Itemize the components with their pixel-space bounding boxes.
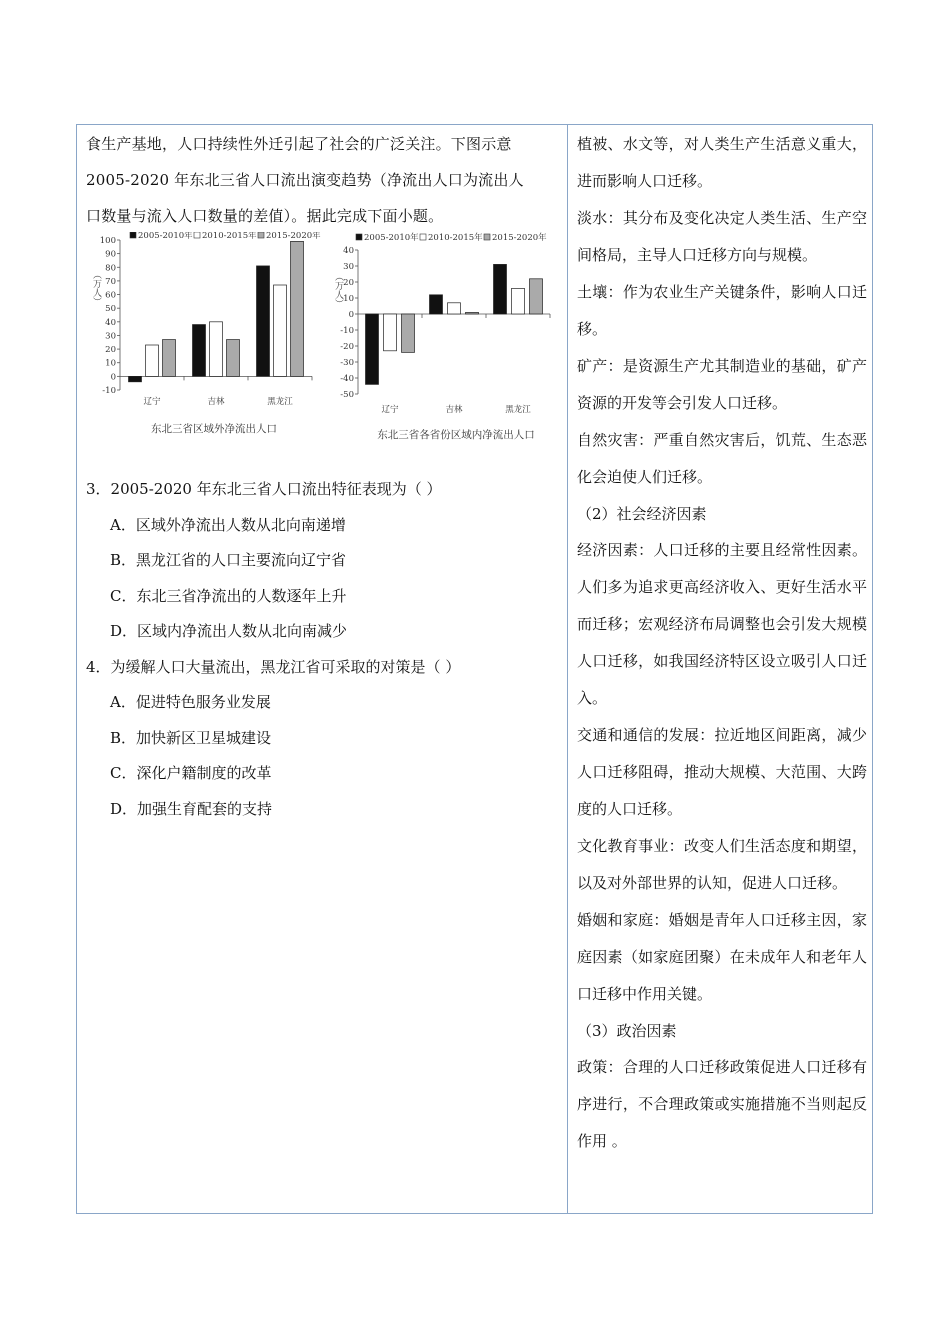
- legend-swatch: [420, 234, 426, 240]
- q4-option-b[interactable]: B．加快新区卫星城建设: [110, 728, 272, 747]
- y-tick-label: 40: [343, 246, 354, 256]
- note-minerals: 矿产：是资源生产尤其制造业的基础，矿产资源的开发等会引发人口迁移。: [577, 357, 867, 412]
- note-education: 文化教育事业：改变人们生活态度和期望，以及对外部世界的认知，促进人口迁移。: [577, 837, 867, 892]
- bar-黑龙江-2010-2015年: [512, 288, 525, 314]
- bar-吉林-2015-2020年: [466, 312, 479, 314]
- y-axis-label: （万人）: [333, 272, 343, 308]
- bar-吉林-2010-2015年: [448, 303, 461, 314]
- y-tick-label: -10: [102, 386, 116, 396]
- note-disasters: 自然灾害：严重自然灾害后，饥荒、生态恶化会迫使人们迁移。: [577, 431, 867, 486]
- chart-title: 东北三省各省份区域内净流出人口: [377, 429, 535, 441]
- q4-option-d[interactable]: D．加强生育配套的支持: [110, 799, 273, 818]
- category-label: 吉林: [445, 405, 463, 415]
- y-tick-label: 80: [105, 263, 116, 274]
- bar-辽宁-2015-2020年: [402, 314, 415, 352]
- q3-option-b[interactable]: B．黑龙江省的人口主要流向辽宁省: [110, 551, 347, 569]
- bar-辽宁-2010-2015年: [146, 345, 159, 376]
- bar-辽宁-2015-2020年: [163, 340, 176, 377]
- legend-swatch: [258, 232, 264, 238]
- legend-label: 2015-2020年: [266, 232, 321, 241]
- y-tick-label: 0: [110, 372, 116, 383]
- q3-stem: 3．2005-2020 年东北三省人口流出特征表现为（ ）: [86, 480, 442, 498]
- heading-political: （3）政治因素: [577, 1022, 677, 1040]
- bar-吉林-2015-2020年: [227, 340, 240, 377]
- chart-within-region: [328, 232, 560, 472]
- y-tick-label: 40: [105, 317, 116, 328]
- y-axis-label: （万人）: [91, 270, 101, 306]
- y-tick-label: -10: [340, 326, 354, 336]
- q4-option-a[interactable]: A．促进特色服务业发展: [110, 693, 271, 711]
- y-tick-label: 10: [105, 358, 116, 369]
- right-column: [577, 126, 867, 1160]
- category-label: 黑龙江: [505, 405, 531, 415]
- category-label: 辽宁: [381, 405, 399, 415]
- bar-辽宁-2010-2015年: [384, 314, 397, 351]
- note-marriage: 婚姻和家庭：婚姻是青年人口迁移主因，家庭因素（如家庭团聚）在未成年人和老年人口迁移中作用关键。: [577, 911, 867, 1003]
- intro-line-1: 食生产基地，人口持续性外迁引起了社会的广泛关注。下图示意: [86, 135, 512, 153]
- legend-label: 2010-2015年: [202, 232, 257, 241]
- bar-黑龙江-2015-2020年: [291, 241, 304, 376]
- y-tick-label: -30: [340, 358, 354, 368]
- note-soil: 土壤：作为农业生产关键条件，影响人口迁移。: [577, 283, 867, 338]
- legend-label: 2015-2020年: [492, 233, 547, 243]
- q4-stem: 4．为缓解人口大量流出，黑龙江省可采取的对策是（ ）: [86, 657, 461, 676]
- y-tick-label: 0: [348, 310, 354, 320]
- bar-辽宁-2005-2010年: [129, 376, 142, 381]
- legend-label: 2010-2015年: [428, 233, 483, 243]
- y-tick-label: 20: [343, 278, 354, 288]
- q3-option-a[interactable]: A．区域外净流出人数从北向南递增: [110, 515, 346, 534]
- chart-title: 东北三省区域外净流出人口: [151, 423, 277, 435]
- chart-outside-region: [86, 232, 326, 472]
- category-label: 辽宁: [143, 397, 161, 407]
- category-label: 吉林: [207, 397, 225, 407]
- legend-swatch: [484, 234, 490, 240]
- y-tick-label: 100: [99, 236, 116, 246]
- note-vegetation: 植被、水文等，对人类生产生活意义重大，进而影响人口迁移。: [577, 135, 867, 190]
- left-column: [86, 126, 560, 827]
- bar-辽宁-2005-2010年: [366, 314, 379, 384]
- y-tick-label: 90: [105, 249, 116, 260]
- charts-figure: [86, 232, 560, 472]
- bar-黑龙江-2010-2015年: [274, 285, 287, 376]
- y-tick-label: -40: [340, 374, 354, 384]
- bar-吉林-2010-2015年: [210, 322, 223, 377]
- legend-swatch: [194, 232, 200, 238]
- bar-黑龙江-2015-2020年: [530, 279, 543, 314]
- y-tick-label: 70: [105, 276, 116, 287]
- bar-黑龙江-2005-2010年: [257, 266, 270, 376]
- y-tick-label: 30: [105, 331, 116, 342]
- q3-option-c[interactable]: C．东北三省净流出的人数逐年上升: [110, 586, 347, 605]
- bar-吉林-2005-2010年: [193, 325, 206, 377]
- y-tick-label: 10: [343, 294, 354, 304]
- legend-label: 2005-2010年: [364, 233, 419, 243]
- y-tick-label: 20: [105, 345, 116, 356]
- legend-label: 2005-2010年: [138, 232, 193, 241]
- note-freshwater: 淡水：其分布及变化决定人类生活、生产空间格局，主导人口迁移方向与规模。: [577, 209, 867, 264]
- y-tick-label: 30: [343, 262, 354, 272]
- q3-option-d[interactable]: D．区域内净流出人数从北向南减少: [110, 622, 348, 640]
- q4-option-c[interactable]: C．深化户籍制度的改革: [110, 764, 272, 782]
- y-tick-label: -50: [340, 390, 354, 400]
- column-divider: [567, 124, 568, 1214]
- bar-吉林-2005-2010年: [430, 295, 443, 314]
- legend-swatch: [356, 234, 362, 240]
- y-tick-label: 50: [105, 304, 116, 315]
- note-transport: 交通和通信的发展：拉近地区间距离，减少人口迁移阻碍，推动大规模、大范围、大跨度的人口迁移。: [577, 726, 867, 818]
- bar-黑龙江-2005-2010年: [494, 264, 507, 314]
- note-policy: 政策：合理的人口迁移政策促进人口迁移有序进行，不合理政策或实施措施不当则起反作用 。: [577, 1058, 867, 1150]
- category-label: 黑龙江: [267, 397, 293, 407]
- y-tick-label: -20: [340, 342, 354, 352]
- note-economy: 经济因素：人口迁移的主要且经常性因素。人们多为追求更高经济收入、更好生活水平而迁移；宏观经济布局调整也会引发大规模人口迁移，如我国经济特区设立吸引人口迁入。: [577, 541, 867, 707]
- legend-swatch: [130, 232, 136, 238]
- heading-socioeconomic: （2）社会经济因素: [577, 505, 707, 523]
- y-tick-label: 60: [105, 290, 116, 301]
- intro-line-2: 2005-2020 年东北三省人口流出演变趋势（净流出人口为流出人: [86, 171, 524, 189]
- intro-line-3: 口数量与流入人口数量的差值）。据此完成下面小题。: [86, 207, 444, 225]
